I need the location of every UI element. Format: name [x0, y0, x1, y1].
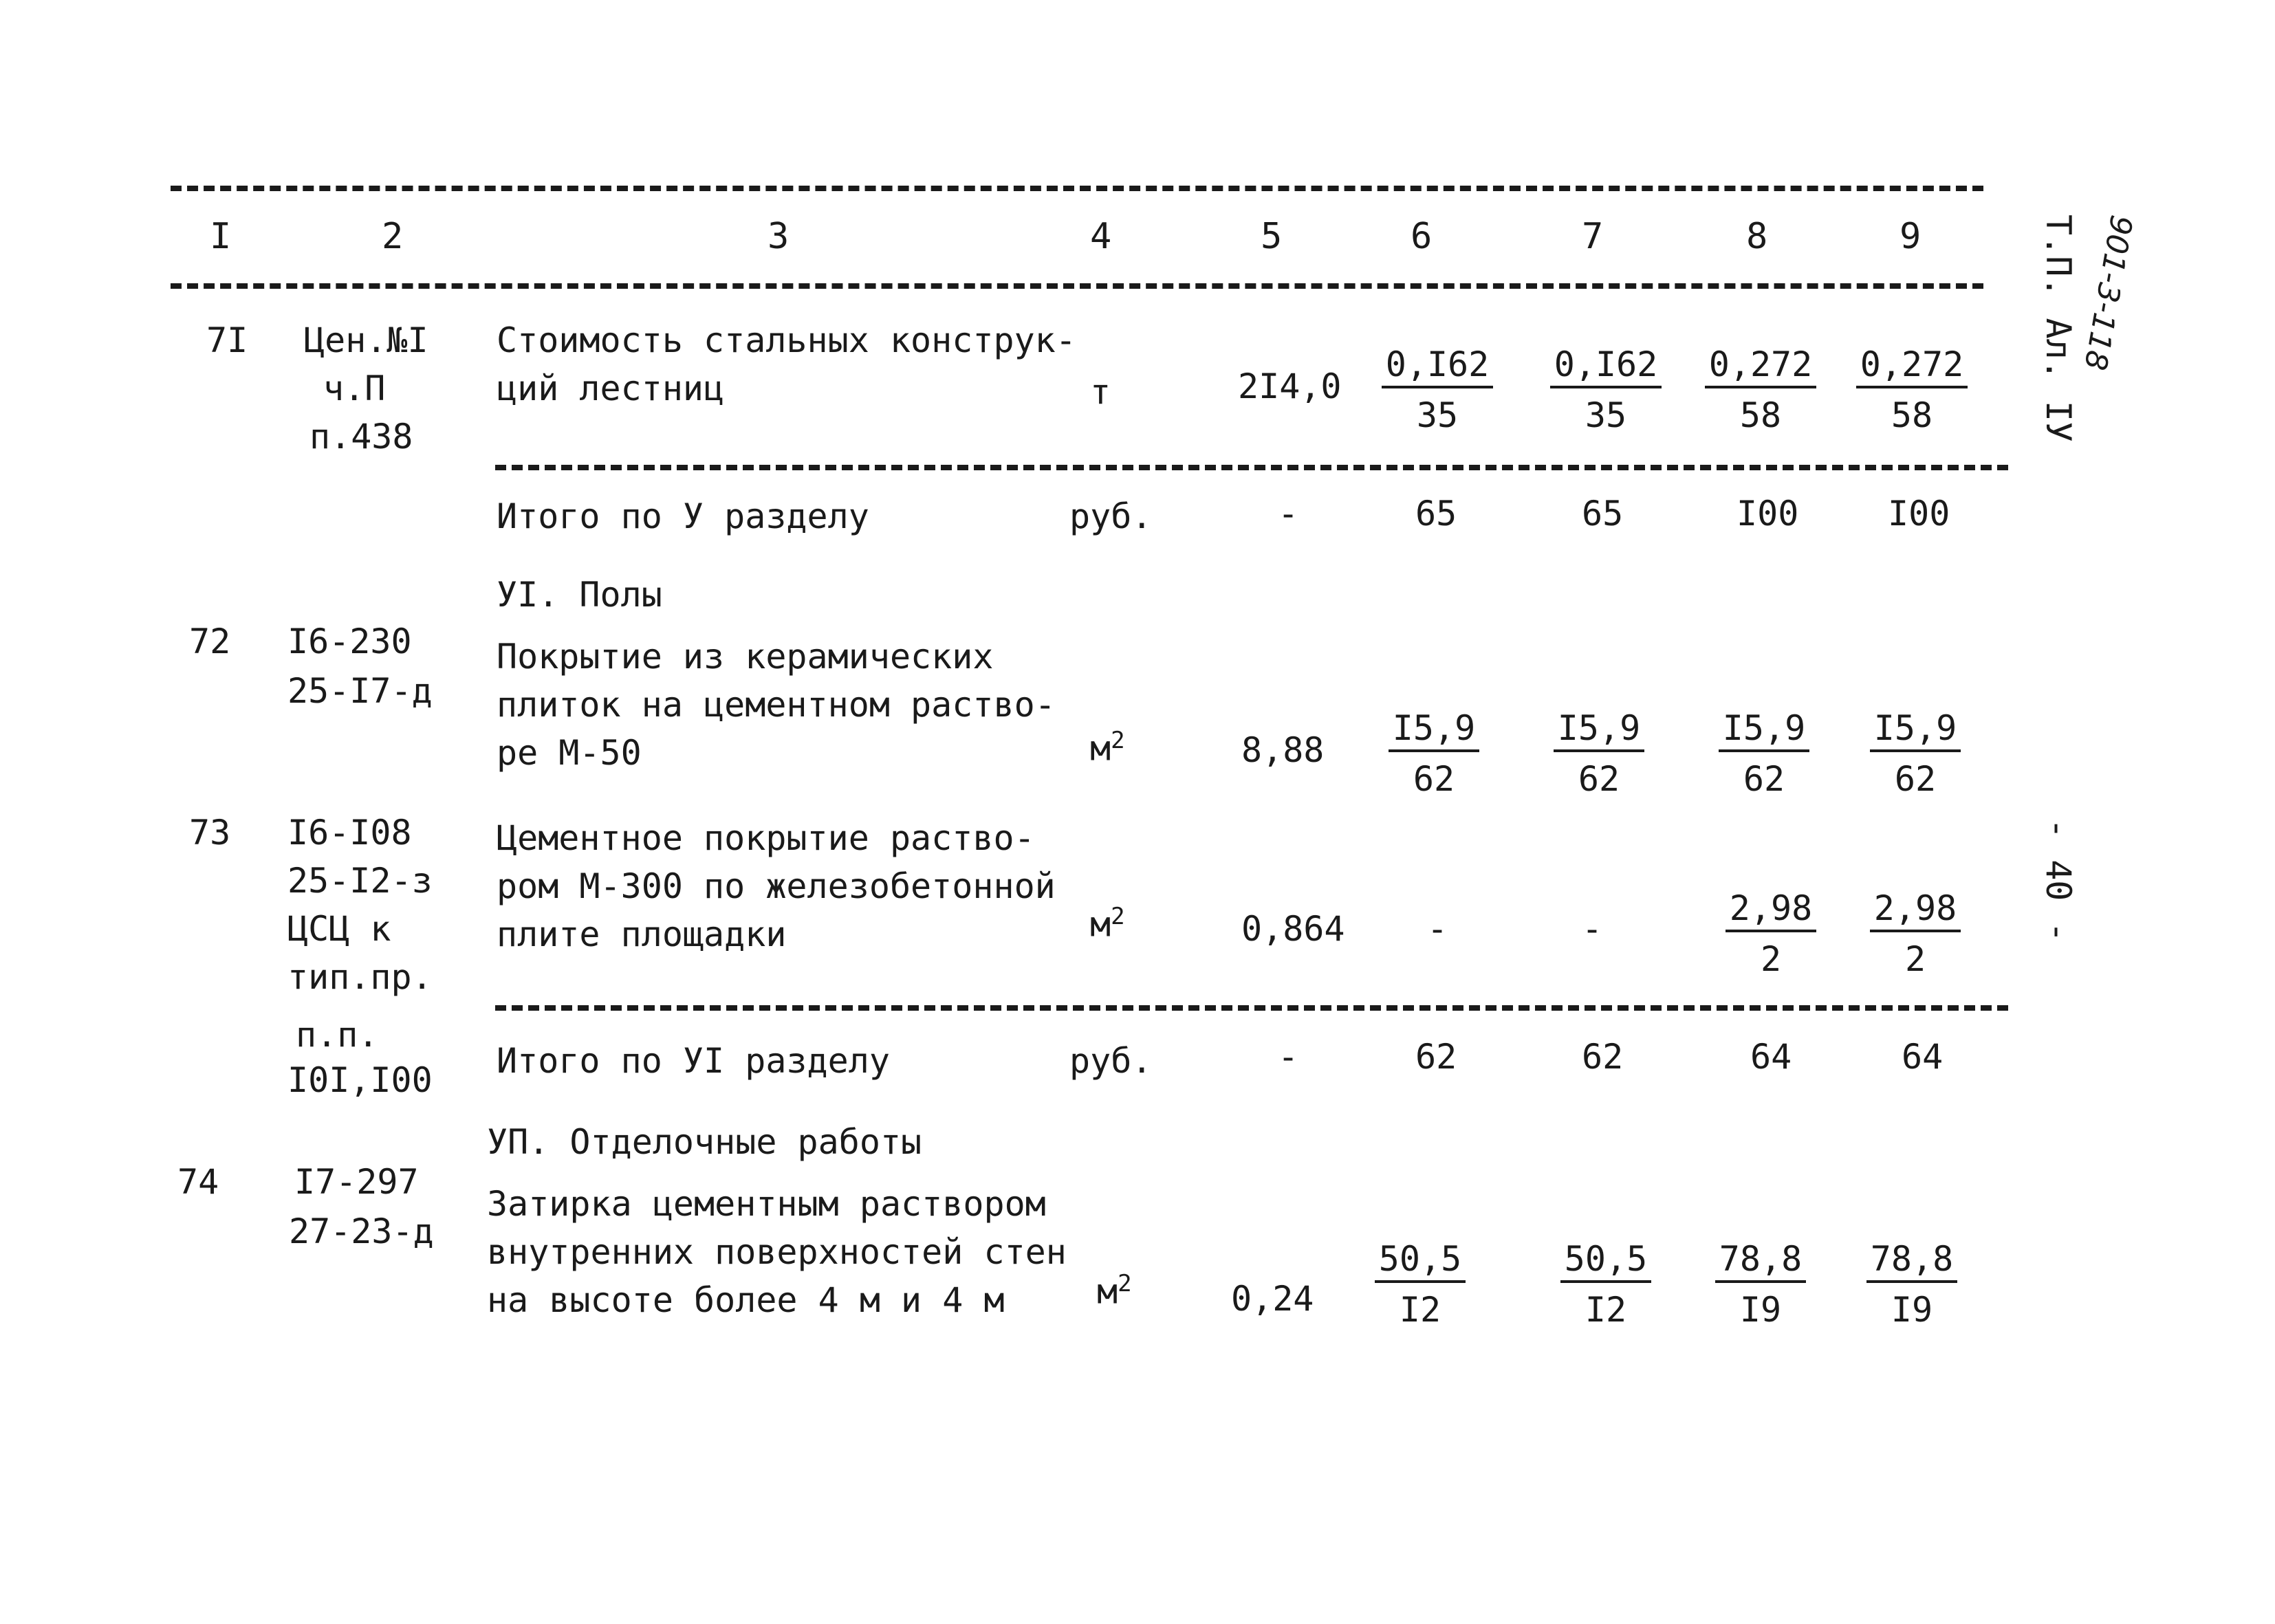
fraction-col9: [1843, 1239, 1981, 1330]
unit-base: м: [1090, 904, 1111, 945]
fraction-top: 2,98: [1726, 891, 1816, 932]
total-col9: I00: [1888, 494, 1950, 534]
fraction-col7: [1537, 1239, 1675, 1330]
fraction-bottom: 62: [1894, 759, 1937, 799]
fraction-top: 50,5: [1560, 1242, 1651, 1283]
side-handwritten-number: 901-3-118: [2077, 212, 2139, 373]
fraction-bottom: 58: [1739, 395, 1782, 435]
row-number: 73: [189, 813, 231, 853]
fraction-top: 2,98: [1870, 891, 1961, 932]
unit-exponent: 2: [1111, 727, 1125, 754]
norm-code-line: Цен.№I: [304, 320, 428, 360]
total-label: Итого по У разделу: [497, 496, 869, 536]
norm-code-line: I6-230: [287, 622, 412, 661]
fraction-top: I5,9: [1719, 711, 1809, 752]
total-qty: -: [1278, 1037, 1299, 1077]
fraction-top: 50,5: [1375, 1242, 1466, 1283]
row-number: 7I: [206, 320, 248, 360]
fraction-col8: [1702, 888, 1840, 979]
quantity: 2I4,0: [1238, 366, 1342, 406]
fraction-col6: [1351, 1239, 1489, 1330]
header-col-4: 4: [1090, 216, 1112, 257]
total-col8: 64: [1750, 1037, 1792, 1077]
quantity: 0,24: [1231, 1279, 1314, 1319]
header-col-8: 8: [1746, 216, 1768, 257]
section6-total-rule: [495, 1005, 2008, 1011]
col6-value: -: [1427, 909, 1448, 949]
fraction-col9: [1847, 888, 1984, 979]
fraction-bottom: 35: [1585, 395, 1627, 435]
fraction-top: I5,9: [1554, 711, 1644, 752]
col7-value: -: [1582, 909, 1603, 949]
header-col-7: 7: [1582, 216, 1604, 257]
fraction-col6: [1365, 708, 1503, 799]
total-col7: 62: [1582, 1037, 1624, 1077]
fraction-col6: [1369, 344, 1506, 435]
fraction-col7: [1530, 708, 1668, 799]
fraction-col7: [1537, 344, 1675, 435]
description-line: плите площадки: [497, 914, 787, 954]
description-line: Цементное покрытие раство-: [497, 818, 1035, 858]
total-unit: руб.: [1069, 1041, 1153, 1081]
unit-exponent: 2: [1111, 903, 1125, 930]
fraction-top: 78,8: [1715, 1242, 1806, 1283]
unit: [1090, 727, 1125, 769]
fraction-bottom: 62: [1578, 759, 1620, 799]
unit: т: [1090, 372, 1111, 412]
section-heading: УП. Отделочные работы: [487, 1122, 922, 1162]
unit: [1090, 903, 1125, 945]
fraction-top: I5,9: [1389, 711, 1479, 752]
fraction-bottom: I2: [1399, 1290, 1441, 1330]
description-line: Затирка цементным раствором: [487, 1184, 1046, 1224]
header-bottom-rule: [171, 283, 1983, 289]
fraction-bottom: 58: [1891, 395, 1933, 435]
unit-base: м: [1097, 1271, 1118, 1312]
quantity: 0,864: [1241, 909, 1345, 949]
norm-code-line: I7-297: [294, 1162, 419, 1202]
description-line: плиток на цементном раство-: [497, 685, 1056, 725]
total-col6: 65: [1415, 494, 1457, 534]
section5-total-rule: [495, 465, 2008, 470]
fraction-top: 0,272: [1705, 347, 1817, 388]
description-line: Покрытие из керамических: [497, 637, 994, 677]
norm-code-line: п.438: [309, 417, 413, 457]
row-number: 72: [189, 622, 231, 661]
header-col-5: 5: [1261, 216, 1283, 257]
norm-code-line: I0I,I00: [287, 1060, 433, 1100]
fraction-col9: [1843, 344, 1981, 435]
norm-code-line: 27-23-д: [289, 1211, 434, 1251]
norm-code-line: 25-I7-д: [287, 671, 433, 711]
header-col-1: I: [210, 216, 232, 257]
fraction-col8: [1692, 344, 1829, 435]
norm-code-line: ч.П: [323, 369, 386, 408]
header-col-6: 6: [1411, 216, 1433, 257]
fraction-bottom: 2: [1904, 939, 1926, 979]
norm-code-line: п.п.: [296, 1015, 379, 1055]
fraction-bottom: 62: [1743, 759, 1785, 799]
fraction-top: 78,8: [1866, 1242, 1957, 1283]
norm-code-line: ЦСЦ к: [287, 909, 391, 949]
fraction-bottom: I9: [1739, 1290, 1782, 1330]
section-heading: УI. Полы: [497, 575, 662, 615]
fraction-bottom: I2: [1585, 1290, 1627, 1330]
fraction-top: 0,272: [1856, 347, 1968, 388]
side-label: Т.П. Ал. IУ: [2038, 215, 2078, 443]
fraction-bottom: I9: [1891, 1290, 1933, 1330]
description-line: ре М-50: [497, 733, 642, 773]
description-line: ром М-300 по железобетонной: [497, 866, 1056, 906]
total-col8: I00: [1737, 494, 1799, 534]
page-number: - 40 -: [2038, 818, 2078, 943]
norm-code-line: тип.пр.: [287, 957, 433, 997]
total-col6: 62: [1415, 1037, 1457, 1077]
norm-code-line: 25-I2-з: [287, 861, 433, 901]
description-line: Стоимость стальных конструк-: [497, 320, 1076, 360]
header-col-9: 9: [1900, 216, 1922, 257]
unit: [1097, 1270, 1132, 1312]
fraction-top: I5,9: [1870, 711, 1961, 752]
unit-base: м: [1090, 728, 1111, 769]
total-col9: 64: [1902, 1037, 1944, 1077]
unit-exponent: 2: [1118, 1270, 1132, 1297]
fraction-bottom: 62: [1413, 759, 1455, 799]
fraction-top: 0,I62: [1550, 347, 1662, 388]
row-number: 74: [177, 1162, 219, 1202]
header-top-rule: [171, 186, 1983, 191]
fraction-bottom: 2: [1760, 939, 1782, 979]
total-col7: 65: [1582, 494, 1624, 534]
header-col-3: 3: [768, 216, 790, 257]
description-line: ций лестниц: [497, 369, 725, 408]
fraction-bottom: 35: [1416, 395, 1459, 435]
fraction-col9: [1847, 708, 1984, 799]
description-line: на высоте более 4 м и 4 м: [487, 1280, 1005, 1320]
quantity: 8,88: [1241, 730, 1325, 770]
fraction-col8: [1695, 708, 1833, 799]
header-col-2: 2: [382, 216, 404, 257]
total-qty: -: [1278, 494, 1299, 534]
fraction-top: 0,I62: [1382, 347, 1494, 388]
total-label: Итого по УI разделу: [497, 1041, 890, 1081]
fraction-col8: [1692, 1239, 1829, 1330]
total-unit: руб.: [1069, 496, 1153, 536]
description-line: внутренних поверхностей стен: [487, 1232, 1067, 1272]
norm-code-line: I6-I08: [287, 813, 412, 853]
